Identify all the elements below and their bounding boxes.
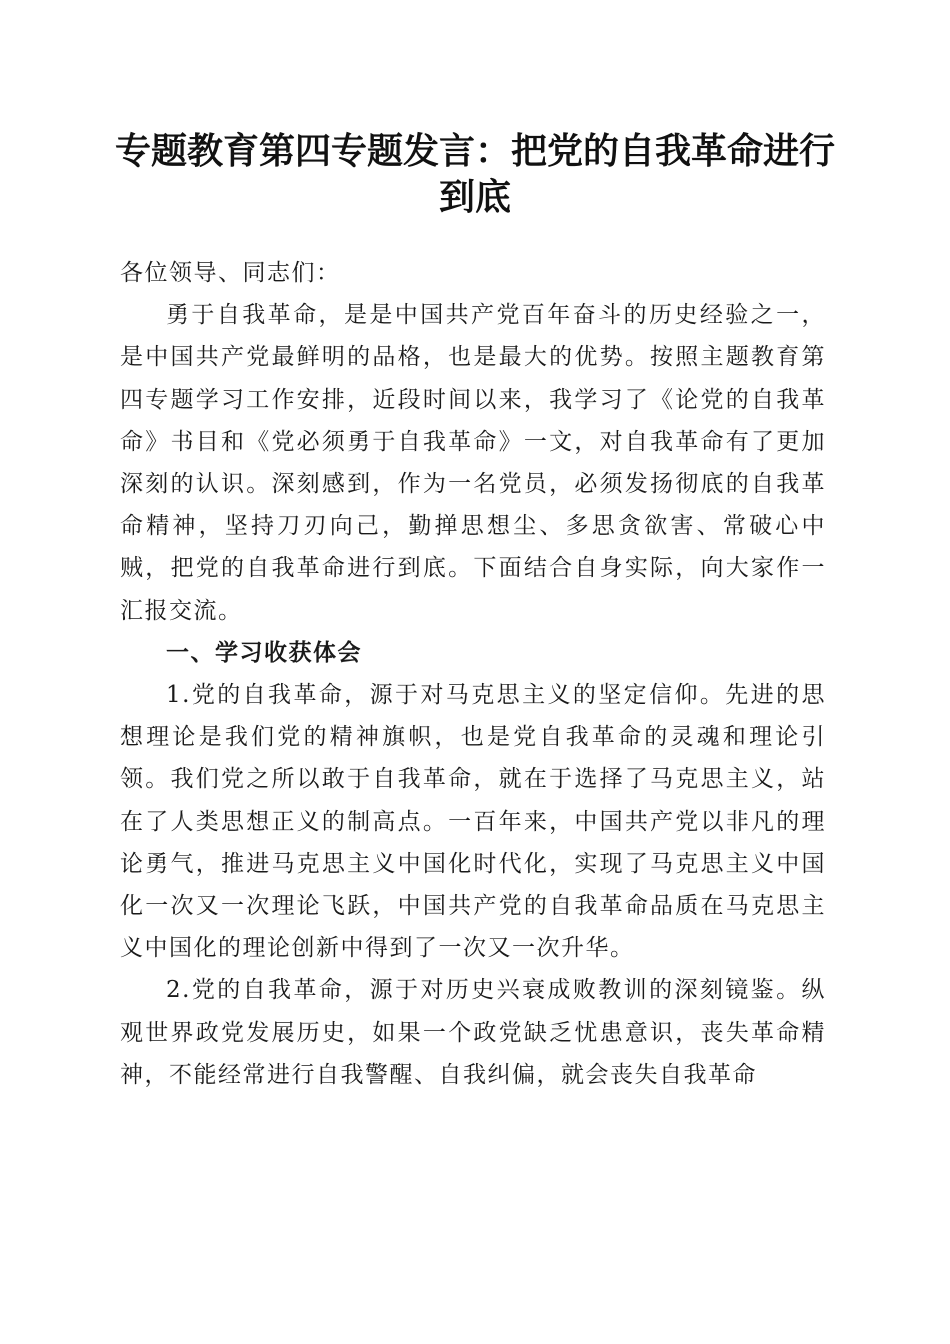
salutation: 各位领导、同志们： <box>120 260 341 286</box>
document-title: 专题教育第四专题发言：把党的自我革命进行到底 <box>114 130 835 218</box>
intro-paragraph: 勇于自我革命，是是中国共产党百年奋斗的历史经验之一，是中国共产党最鲜明的品格，也是最大的优势。按照主题教育第四专题学习工作安排，近段时间以来，我学习了《论党的自我革命》书目和《党必须勇于自我革命》一文，对自我革命有了更加深刻的认识。深刻感到，作为一名党员，必须发扬彻底的自我革命精神，坚持刀刃向己，勤掸思想尘、多思贪欲害、常破心中贼，把党的自我革命进行到底。下面结合自身实际，向大家作一汇报交流。 <box>120 302 826 624</box>
document-body <box>120 252 826 1096</box>
item-paragraph-2: 2.党的自我革命，源于对历史兴衰成败教训的深刻镜鉴。纵观世界政党发展历史，如果一个政党缺乏忧患意识，丧失革命精神，不能经常进行自我警醒、自我纠偏，就会丧失自我革命 <box>120 977 826 1088</box>
section-heading: 一、学习收获体会 <box>166 639 362 666</box>
item-paragraph-1: 1.党的自我革命，源于对马克思主义的坚定信仰。先进的思想理论是我们党的精神旗帜，也是党自我革命的灵魂和理论引领。我们党之所以敢于自我革命，就在于选择了马克思主义，站在了人类思想正义的制高点。一百年来，中国共产党以非凡的理论勇气，推进马克思主义中国化时代化，实现了马克思主义中国化一次又一次理论飞跃，中国共产党的自我革命品质在马克思主义中国化的理论创新中得到了一次又一次升华。 <box>120 682 826 962</box>
